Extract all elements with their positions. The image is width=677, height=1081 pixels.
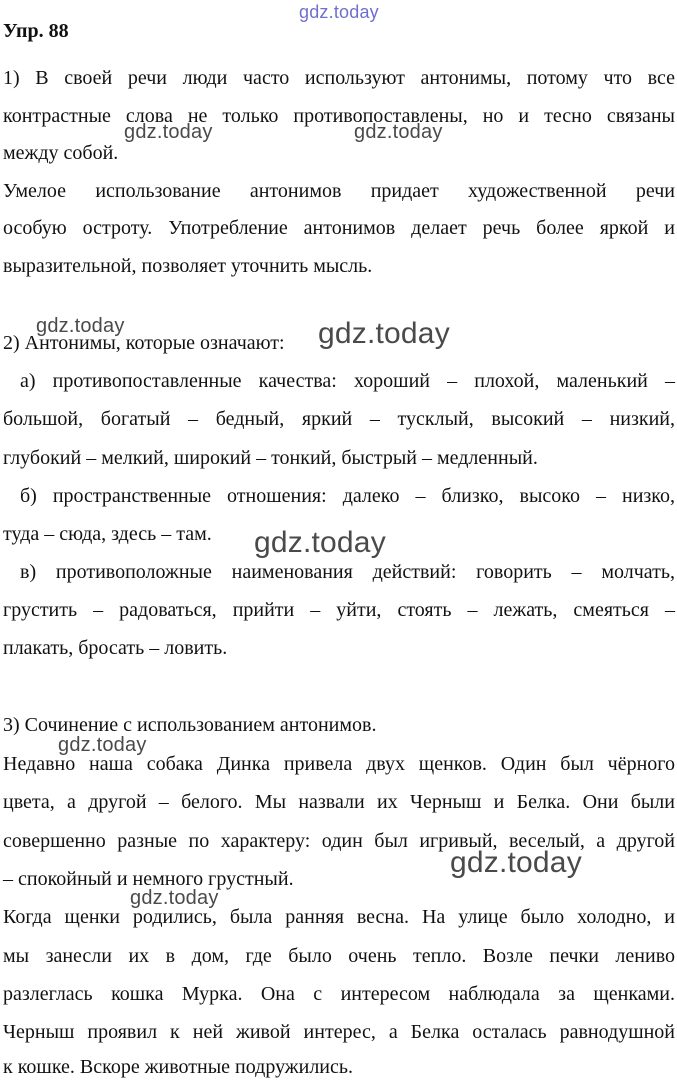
text-line: а) противопоставленные качества: хороший – плохой, маленький – xyxy=(20,370,675,392)
exercise-title: Упр. 88 xyxy=(3,20,69,42)
watermark: gdz.today xyxy=(254,526,386,559)
text-line: выразительной, позволяет уточнить мысль. xyxy=(3,255,373,277)
text-line: грустить – радоваться, прийти – уйти, стоять – лежать, смеяться – xyxy=(3,599,675,621)
watermark: gdz.today xyxy=(299,2,379,22)
text-line: большой, богатый – бедный, яркий – тусклый, высокий – низкий, xyxy=(3,408,675,430)
text-line: к кошке. Вскоре животные подружились. xyxy=(3,1056,354,1078)
text-line: Черныш проявил к ней живой интерес, а Белка осталась равнодушной xyxy=(3,1021,675,1043)
text-line: разлеглась кошка Мурка. Она с интересом наблюдала за щенками. xyxy=(3,983,675,1005)
text-line: Умелое использование антонимов придает художественной речи xyxy=(3,180,675,202)
text-line: между собой. xyxy=(3,142,119,164)
text-line: мы занесли их в дом, где было очень тепло. Возле печки лениво xyxy=(3,945,675,967)
text-line: цвета, а другой – белого. Мы назвали их Черныш и Белка. Они были xyxy=(3,791,675,813)
watermark: gdz.today xyxy=(130,887,219,909)
watermark: gdz.today xyxy=(318,317,450,350)
watermark: gdz.today xyxy=(58,734,147,756)
text-line: туда – сюда, здесь – там. xyxy=(3,523,212,545)
watermark: gdz.today xyxy=(354,121,443,143)
section-heading: 3) Сочинение с использованием антонимов. xyxy=(3,714,377,736)
text-line: – спокойный и немного грустный. xyxy=(3,868,294,890)
text-line: в) противоположные наименования действий: говорить – молчать, xyxy=(20,561,675,583)
section-heading: 2) Антонимы, которые означают: xyxy=(3,332,285,354)
watermark: gdz.today xyxy=(450,846,582,879)
text-line: Когда щенки родились, была ранняя весна. На улице было холодно, и xyxy=(3,906,675,928)
watermark: gdz.today xyxy=(36,315,125,337)
text-line: 1) В своей речи люди часто используют антонимы, потому что все xyxy=(3,67,675,89)
watermark: gdz.today xyxy=(124,121,213,143)
text-line: особую остроту. Употребление антонимов делает речь более яркой и xyxy=(3,217,675,239)
text-line: Недавно наша собака Динка привела двух щенков. Один был чёрного xyxy=(3,753,675,775)
text-line: плакать, бросать – ловить. xyxy=(3,637,228,659)
text-line: б) пространственные отношения: далеко – близко, высоко – низко, xyxy=(20,485,675,507)
text-line: контрастные слова не только противопоставлены, но и тесно связаны xyxy=(3,105,675,127)
text-line: глубокий – мелкий, широкий – тонкий, быстрый – медленный. xyxy=(3,447,538,469)
text-line: совершенно разные по характеру: один был игривый, веселый, а другой xyxy=(3,830,675,852)
